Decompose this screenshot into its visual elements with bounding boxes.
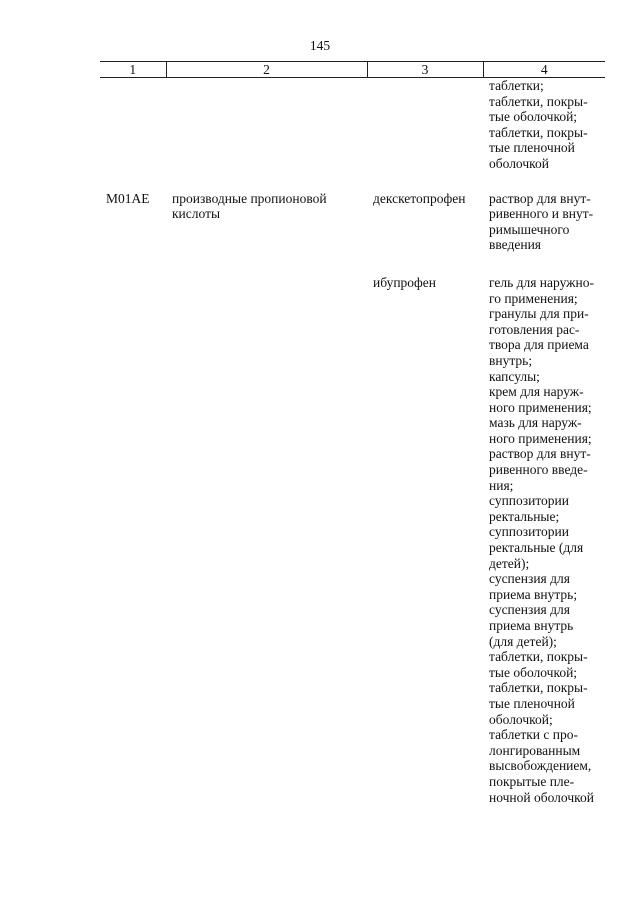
dosage-form-line: детей); <box>489 555 530 571</box>
dosage-form-line: суппозитории <box>489 524 569 540</box>
dosage-form-line: суспензия для <box>489 602 570 618</box>
page-number: 145 <box>309 38 331 53</box>
atc-code-cell: M01AE <box>106 190 150 206</box>
dosage-form-line: ного применения; <box>489 399 592 415</box>
dosage-form-line: тые пленочной <box>489 140 575 156</box>
atc-code-cell <box>100 275 166 805</box>
drug-table <box>100 61 605 805</box>
dosage-form-line: покрытые пле- <box>489 773 575 789</box>
dosage-form-line: таблетки, покры- <box>489 124 588 140</box>
dosage-form-line: оболочкой <box>489 155 549 171</box>
dosage-form-line: суппозитории <box>489 493 569 509</box>
dosage-form-line: ночной оболочкой <box>489 789 594 805</box>
table-header-row <box>100 62 605 78</box>
drug-name-cell: декскетопрофен <box>373 190 466 206</box>
dosage-form-line: мазь для наруж- <box>489 415 582 431</box>
dosage-form-line: приема внутрь; <box>489 586 578 602</box>
group-cell: производные пропионовой кислоты <box>172 190 327 222</box>
dosage-form-line: приема внутрь <box>489 618 574 633</box>
dosage-form-line: ректальные; <box>489 508 560 524</box>
drug-name-cell <box>367 78 483 191</box>
dosage-forms-cell <box>483 275 605 805</box>
column-header-4: 4 <box>483 62 605 78</box>
dosage-form-line: таблетки; <box>489 78 544 93</box>
dosage-form-line: введения <box>489 237 542 253</box>
dosage-form-line: суспензия для <box>489 571 570 587</box>
group-cell <box>166 78 367 191</box>
dosage-forms-cell <box>483 191 605 275</box>
dosage-form-line: тые оболочкой; <box>489 109 578 125</box>
atc-code-cell <box>100 78 166 191</box>
dosage-form-line: гранулы для при- <box>489 306 589 322</box>
dosage-form-line: готовления рас- <box>489 321 580 337</box>
dosage-form-line: го применения; <box>489 290 578 306</box>
column-header-3: 3 <box>367 62 483 78</box>
dosage-form-line: таблетки с про- <box>489 727 578 743</box>
dosage-form-line: внутрь; <box>489 352 533 368</box>
dosage-form-line: таблетки, покры- <box>489 649 588 665</box>
table-row <box>100 78 605 191</box>
dosage-form-line: раствор для внут- <box>489 446 591 462</box>
dosage-form-line: римышечного <box>489 221 570 237</box>
dosage-form-line: раствор для внут- <box>489 190 591 206</box>
dosage-form-line: таблетки, покры- <box>489 680 588 696</box>
dosage-form-line: оболочкой; <box>489 711 553 727</box>
dosage-form-line: тые пленочной <box>489 695 575 711</box>
dosage-form-line: таблетки, покры- <box>489 93 588 109</box>
dosage-form-line: твора для приема <box>489 337 589 353</box>
table-row <box>100 191 605 275</box>
drug-name-cell: ибупрофен <box>373 274 437 290</box>
dosage-form-line: высвобождением, <box>489 758 592 774</box>
group-cell <box>166 275 367 805</box>
dosage-form-line: крем для наруж- <box>489 384 584 400</box>
column-header-2: 2 <box>166 62 367 78</box>
dosage-forms-cell <box>483 78 605 191</box>
dosage-form-line: ного применения; <box>489 430 592 446</box>
dosage-form-line: капсулы; <box>489 368 540 384</box>
dosage-form-line: ректальные (для <box>489 540 584 556</box>
dosage-form-line: ривенного введе- <box>489 462 588 478</box>
dosage-form-line: ния; <box>489 477 514 493</box>
table-row <box>100 275 605 805</box>
dosage-form-line: гель для наружно- <box>489 274 594 290</box>
dosage-form-line: (для детей); <box>489 633 557 649</box>
dosage-form-line: ривенного и внут- <box>489 206 594 222</box>
column-header-1: 1 <box>100 62 166 78</box>
dosage-form-line: лонгированным <box>489 742 581 758</box>
dosage-form-line: тые оболочкой; <box>489 664 578 680</box>
